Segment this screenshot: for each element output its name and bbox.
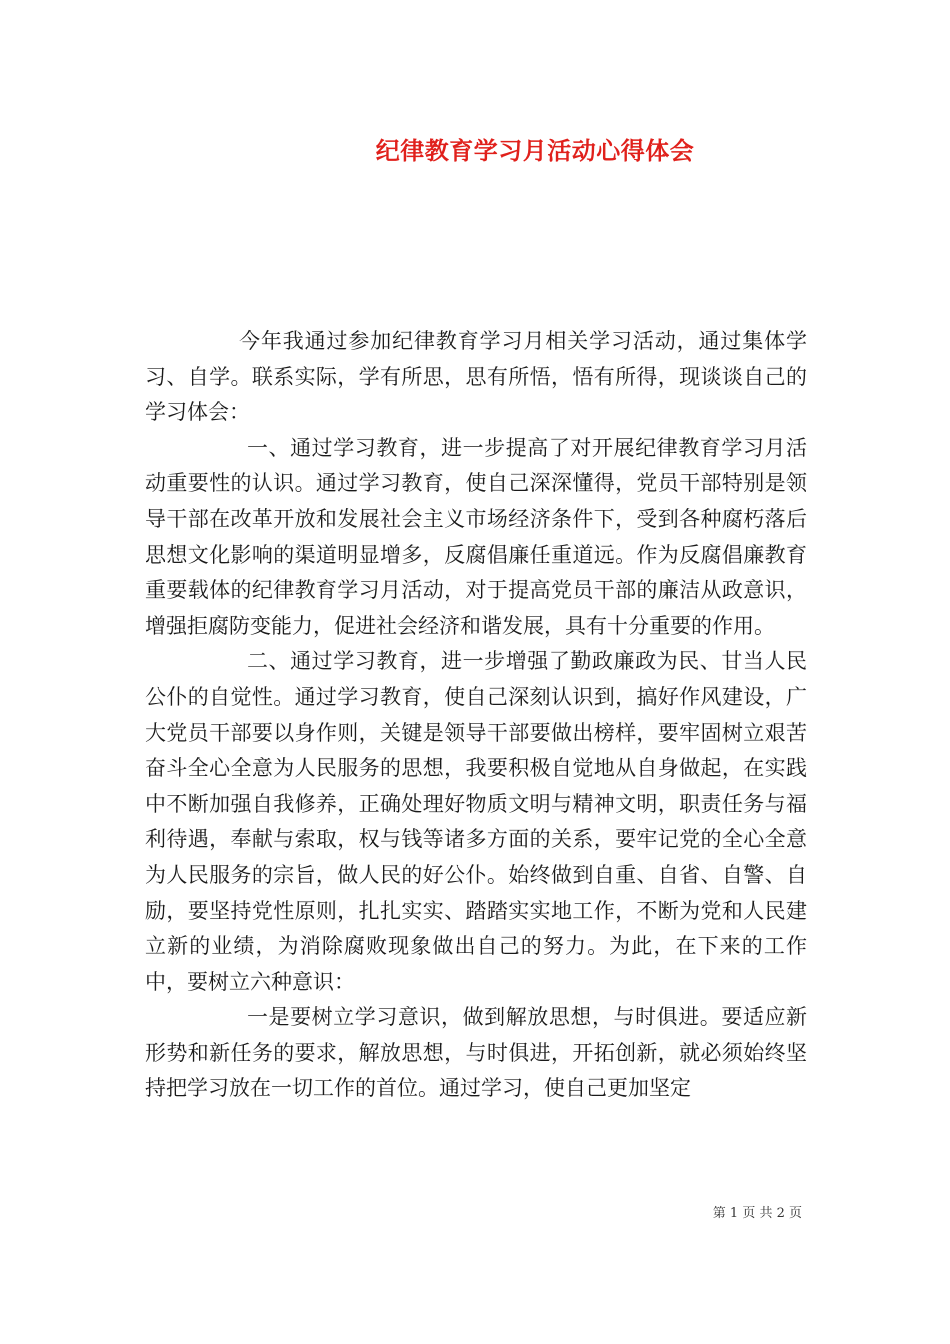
paragraph-section-1: 一、通过学习教育，进一步提高了对开展纪律教育学习月活动重要性的认识。通过学习教育，使自己深深懂得，党员干部特别是领导干部在改革开放和发展社会主义市场经济条件下，受到各种腐朽落后思想文化影响的渠道明显增多，反腐倡廉任重道远。作为反腐倡廉教育重要载体的纪律教育学习月活动，对于提高党员干部的廉洁从政意识，增强拒腐防变能力，促进社会经济和谐发展，具有十分重要的作用。 bbox=[145, 435, 807, 638]
page-number-footer: 第 1 页 共 2 页 bbox=[712, 1206, 802, 1221]
paragraph-point-1: 一是要树立学习意识，做到解放思想，与时俱进。要适应新形势和新任务的要求，解放思想，与时俱进，开拓创新，就必须始终坚持把学习放在一切工作的首位。通过学习，使自己更加坚定 bbox=[145, 1005, 807, 1101]
paragraph-intro: 今年我通过参加纪律教育学习月相关学习活动，通过集体学习、自学。联系实际，学有所思，思有所悟，悟有所得，现谈谈自己的学习体会： bbox=[145, 329, 807, 425]
document-title: 纪律教育学习月活动心得体会 bbox=[375, 136, 695, 165]
document-body bbox=[145, 324, 807, 1107]
paragraph-section-2: 二、通过学习教育，进一步增强了勤政廉政为民、甘当人民公仆的自觉性。通过学习教育，使自己深刻认识到，搞好作风建设，广大党员干部要以身作则，关键是领导干部要做出榜样，要牢固树立艰苦奋斗全心全意为人民服务的思想，我要积极自觉地从自身做起，在实践中不断加强自我修养，正确处理好物质文明与精神文明，职责任务与福利待遇，奉献与索取，权与钱等诸多方面的关系，要牢记党的全心全意为人民服务的宗旨，做人民的好公仆。始终做到自重、自省、自警、自励，要坚持党性原则，扎扎实实、踏踏实实地工作，不断为党和人民建立新的业绩，为消除腐败现象做出自己的努力。为此，在下来的工作中，要树立六种意识： bbox=[145, 649, 807, 994]
